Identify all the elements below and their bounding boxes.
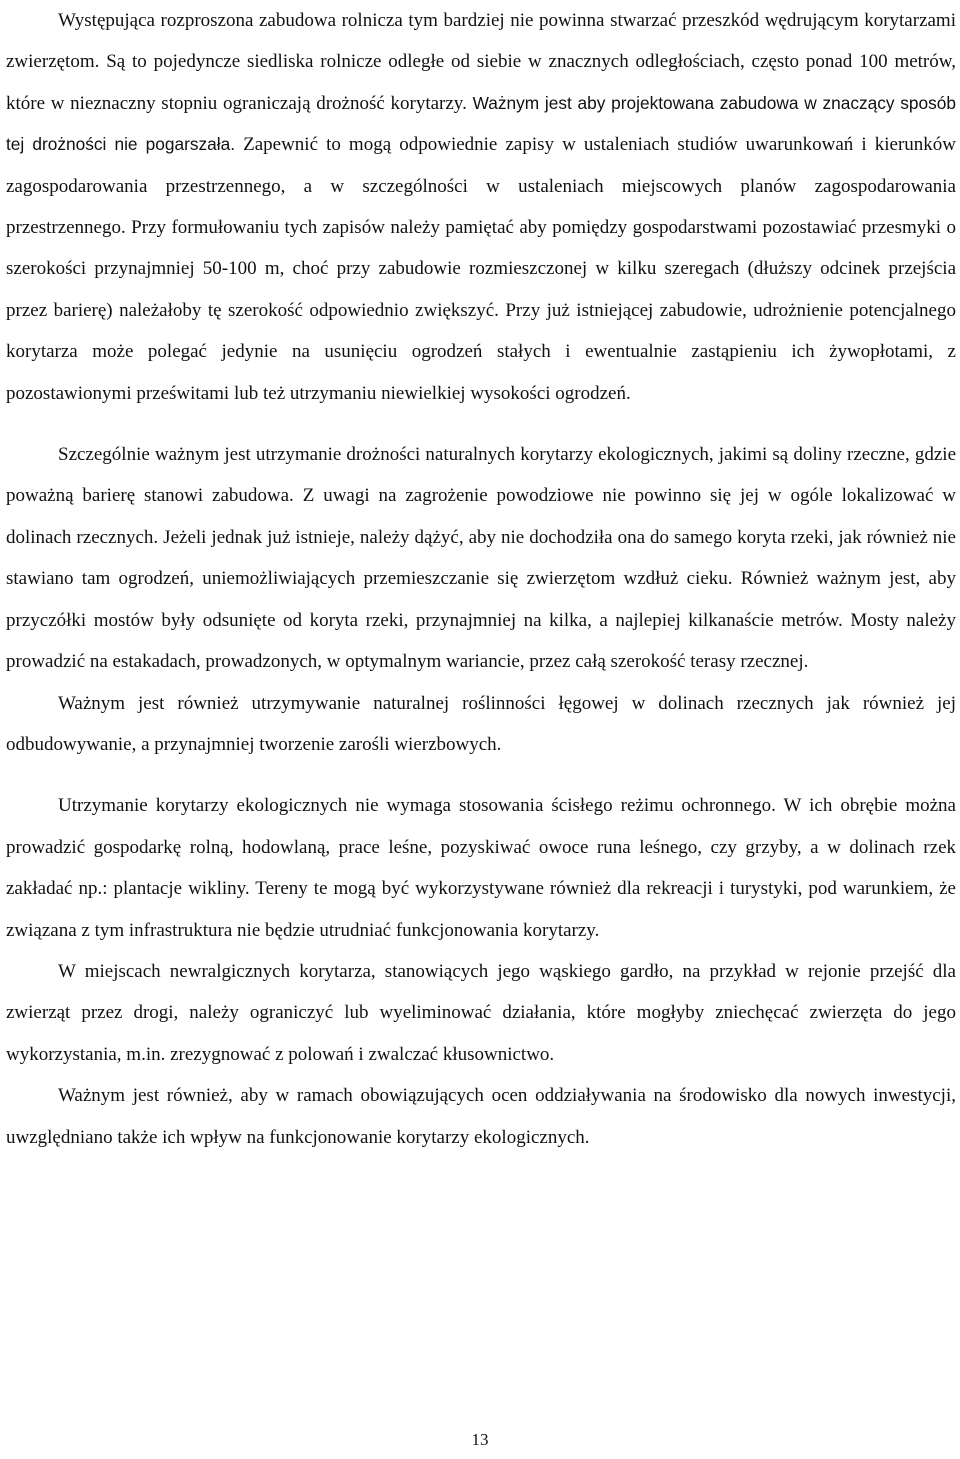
page-number: 13 <box>471 1430 489 1449</box>
paragraph-impact-assessment: Ważnym jest również, aby w ramach obowiązujących ocen oddziaływania na środowisko dla nowych inwestycji, uwzględniano także ich wpływ na funkcjonowanie korytarzy ekologicznych. <box>6 1085 956 1148</box>
paragraph-bottlenecks: W miejscach newralgicznych korytarza, stanowiących jego wąskiego gardło, na przykład w rejonie przejść dla zwierząt przez drogi, należy ograniczyć lub wyeliminować działania, które mogłyby zniechęcać zwierzęta do jego wykorzystania, m.in. zrezygnować z polowań i zwalczać kłusownictwo. <box>6 960 956 1065</box>
paragraph-river-valleys: Szczególnie ważnym jest utrzymanie drożności naturalnych korytarzy ekologicznych, jakimi są doliny rzeczne, gdzie poważną barierę stanowi zabudowa. Z uwagi na zagrożenie powodziowe nie powinno się jej w ogóle lokalizować w dolinach rzecznych. Jeżeli jednak już istnieje, należy dążyć, aby nie dochodziła ona do samego koryta rzeki, jak również nie stawiano tam ogrodzeń, uniemożliwiających przemieszczanie się zwierzętom wzdłuż cieku. Również ważnym jest, aby przyczółki mostów były odsunięte od koryta rzeki, przynajmniej na kilka, a najlepiej kilkanaście metrów. Mosty należy prowadzić na estakadach, prowadzonych, w optymalnym wariancie, przez całą szerokość terasy rzecznej. <box>6 444 956 673</box>
paragraph-riparian-vegetation: Ważnym jest również utrzymywanie naturalnej roślinności łęgowej w dolinach rzecznych jak również jej odbudowywanie, a przynajmniej tworzenie zarośli wierzbowych. <box>6 692 956 755</box>
paragraph-segment: Zapewnić to mogą odpowiednie zapisy w ustaleniach studiów uwarunkowań i kierunków zagospodarowania przestrzennego, a w szczególności w ustaleniach miejscowych planów zagospodarowania przestrzennego. Przy formułowaniu tych zapisów należy pamiętać aby pomiędzy gospodarstwami pozostawiać przesmyki o szerokości przynajmniej 50-100 m, choć przy zabudowie rozmieszczonej w kilku szeregach (dłuższy odcinek przejścia przez barierę) należałoby tę szerokość odpowiednio zwiększyć. Przy już istniejącej zabudowie, udrożnienie potencjalnego korytarza może polegać jedynie na usunięciu ogrodzeń stałych i ewentualnie zastąpieniu ich żywopłotami, z pozostawionymi prześwitami lub też utrzymaniu niewielkiej wysokości ogrodzeń. <box>6 134 956 404</box>
paragraph-protection-regime: Utrzymanie korytarzy ekologicznych nie wymaga stosowania ścisłego reżimu ochronnego. W ich obrębie można prowadzić gospodarkę rolną, hodowlaną, prace leśne, pozyskiwać owoce runa leśnego, czy grzyby, a w dolinach rzek zakładać np.: plantacje wikliny. Tereny te mogą być wykorzystywane również dla rekreacji i turystyki, pod warunkiem, że związana z tym infrastruktura nie będzie utrudniać funkcjonowania korytarzy. <box>6 795 956 941</box>
paragraph-gap <box>6 414 956 434</box>
paragraph-segment: Występująca rozproszona zabudowa rolnicza tym bardziej nie powinna stwarzać przeszkód wędrującym korytarzami zwierzętom. Są to pojedyncze siedliska rolnicze odległe od siebie w znacznych odległościach, często ponad 100 metrów, które w nieznaczny stopniu ograniczają drożność korytarzy. <box>6 10 956 114</box>
paragraph-segment-sans: Ważnym jest aby projektowana zabudowa w znaczący sposób tej drożności nie pogarszała. <box>6 92 956 155</box>
paragraph-rural-development <box>6 0 956 414</box>
paragraph-gap <box>6 765 956 785</box>
document-page <box>6 0 956 1158</box>
